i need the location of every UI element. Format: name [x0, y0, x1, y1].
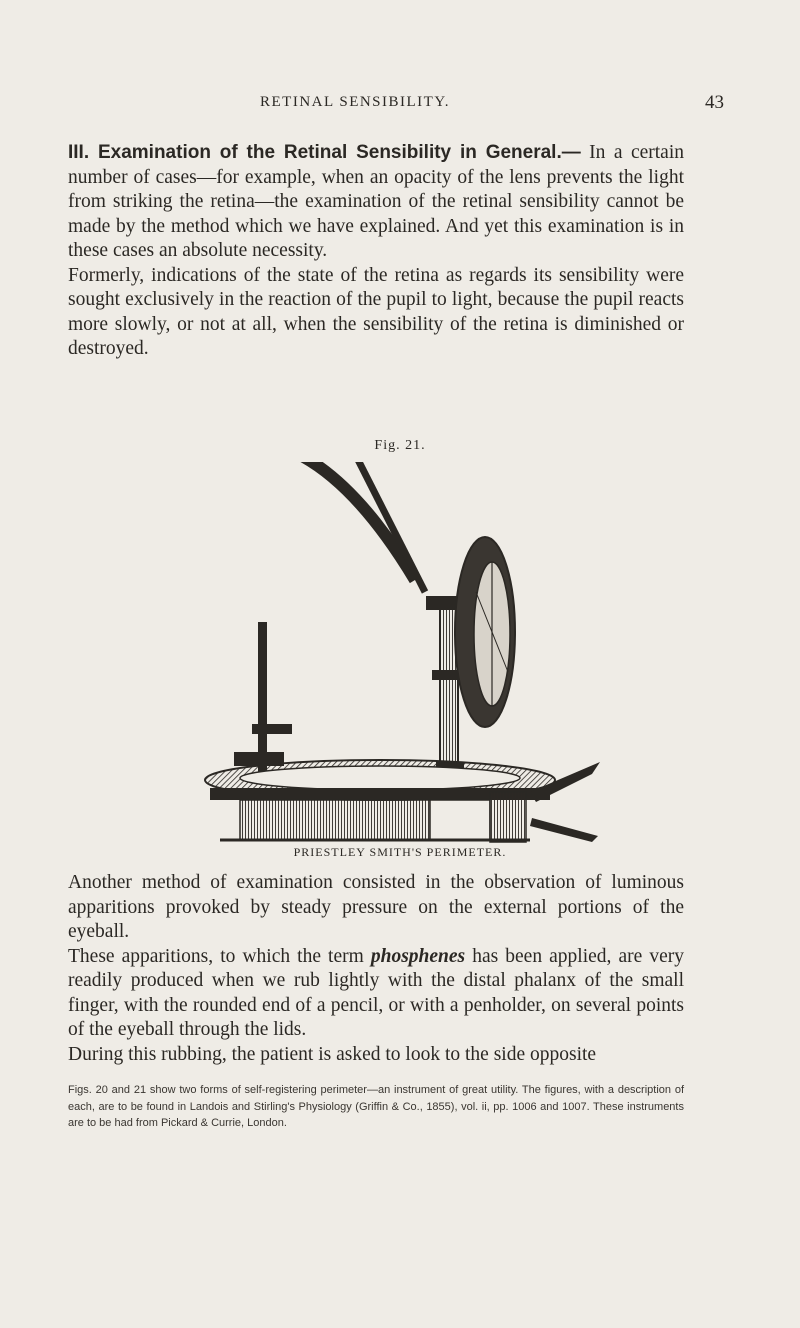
page-number: 43 — [705, 92, 724, 113]
paragraph-1-text: In a certain number of cases—for example, when an opacity of the lens prevents the light from striking the retina—the examination of the retinal sensibility cannot be made by the method which we have explained. And yet this examination is in these cases an absolute necessity. — [68, 142, 684, 261]
running-title: RETINAL SENSIBILITY. — [260, 94, 450, 110]
footnote: Figs. 20 and 21 show two forms of self-registering perimeter—an instrument of great utility. The figures, with a description of each, are to be found in Landois and Stirling's Physiology (Griffin & Co., 1855), vol. ii, pp. 1006 and 1007. These instruments are to be had from Pickard & Currie, London. — [68, 1084, 684, 1129]
section-body — [68, 141, 684, 362]
paragraph-4 — [68, 945, 684, 1043]
figure-caption: PRIESTLEY SMITH'S PERIMETER. — [293, 845, 507, 859]
figure-label: Fig. 21. — [374, 438, 426, 453]
paragraph-4-before: These apparitions, to which the term — [68, 945, 371, 967]
paragraph-1 — [68, 141, 684, 264]
paragraph-2: Formerly, indications of the state of the retina as regards its sensibility were sought exclusively in the reaction of the pupil to light, because the pupil reacts more slowly, or not at all, when the sensibility of the retina is diminished or destroyed. — [68, 264, 684, 359]
running-head — [0, 94, 800, 118]
phosphenes-term: phosphenes — [370, 945, 466, 967]
continuation-body — [68, 871, 684, 1067]
paragraph-4-after: has been applied, are very readily produced when we rub lightly with the distal phalanx of the small finger, with the rounded end of a pencil, or with a penholder, on several points of the eyeball through the lids. — [68, 945, 684, 1040]
perimeter-icon — [200, 462, 620, 847]
paragraph-5: During this rubbing, the patient is asked to look to the side opposite — [68, 1043, 597, 1065]
paragraph-3: Another method of examination consisted in the observation of luminous apparitions provoked by steady pressure on the external portions of the eyeball. — [68, 872, 684, 942]
perimeter-illustration — [200, 462, 620, 857]
section-heading: III. Examination of the Retinal Sensibility in General.— — [68, 142, 581, 163]
